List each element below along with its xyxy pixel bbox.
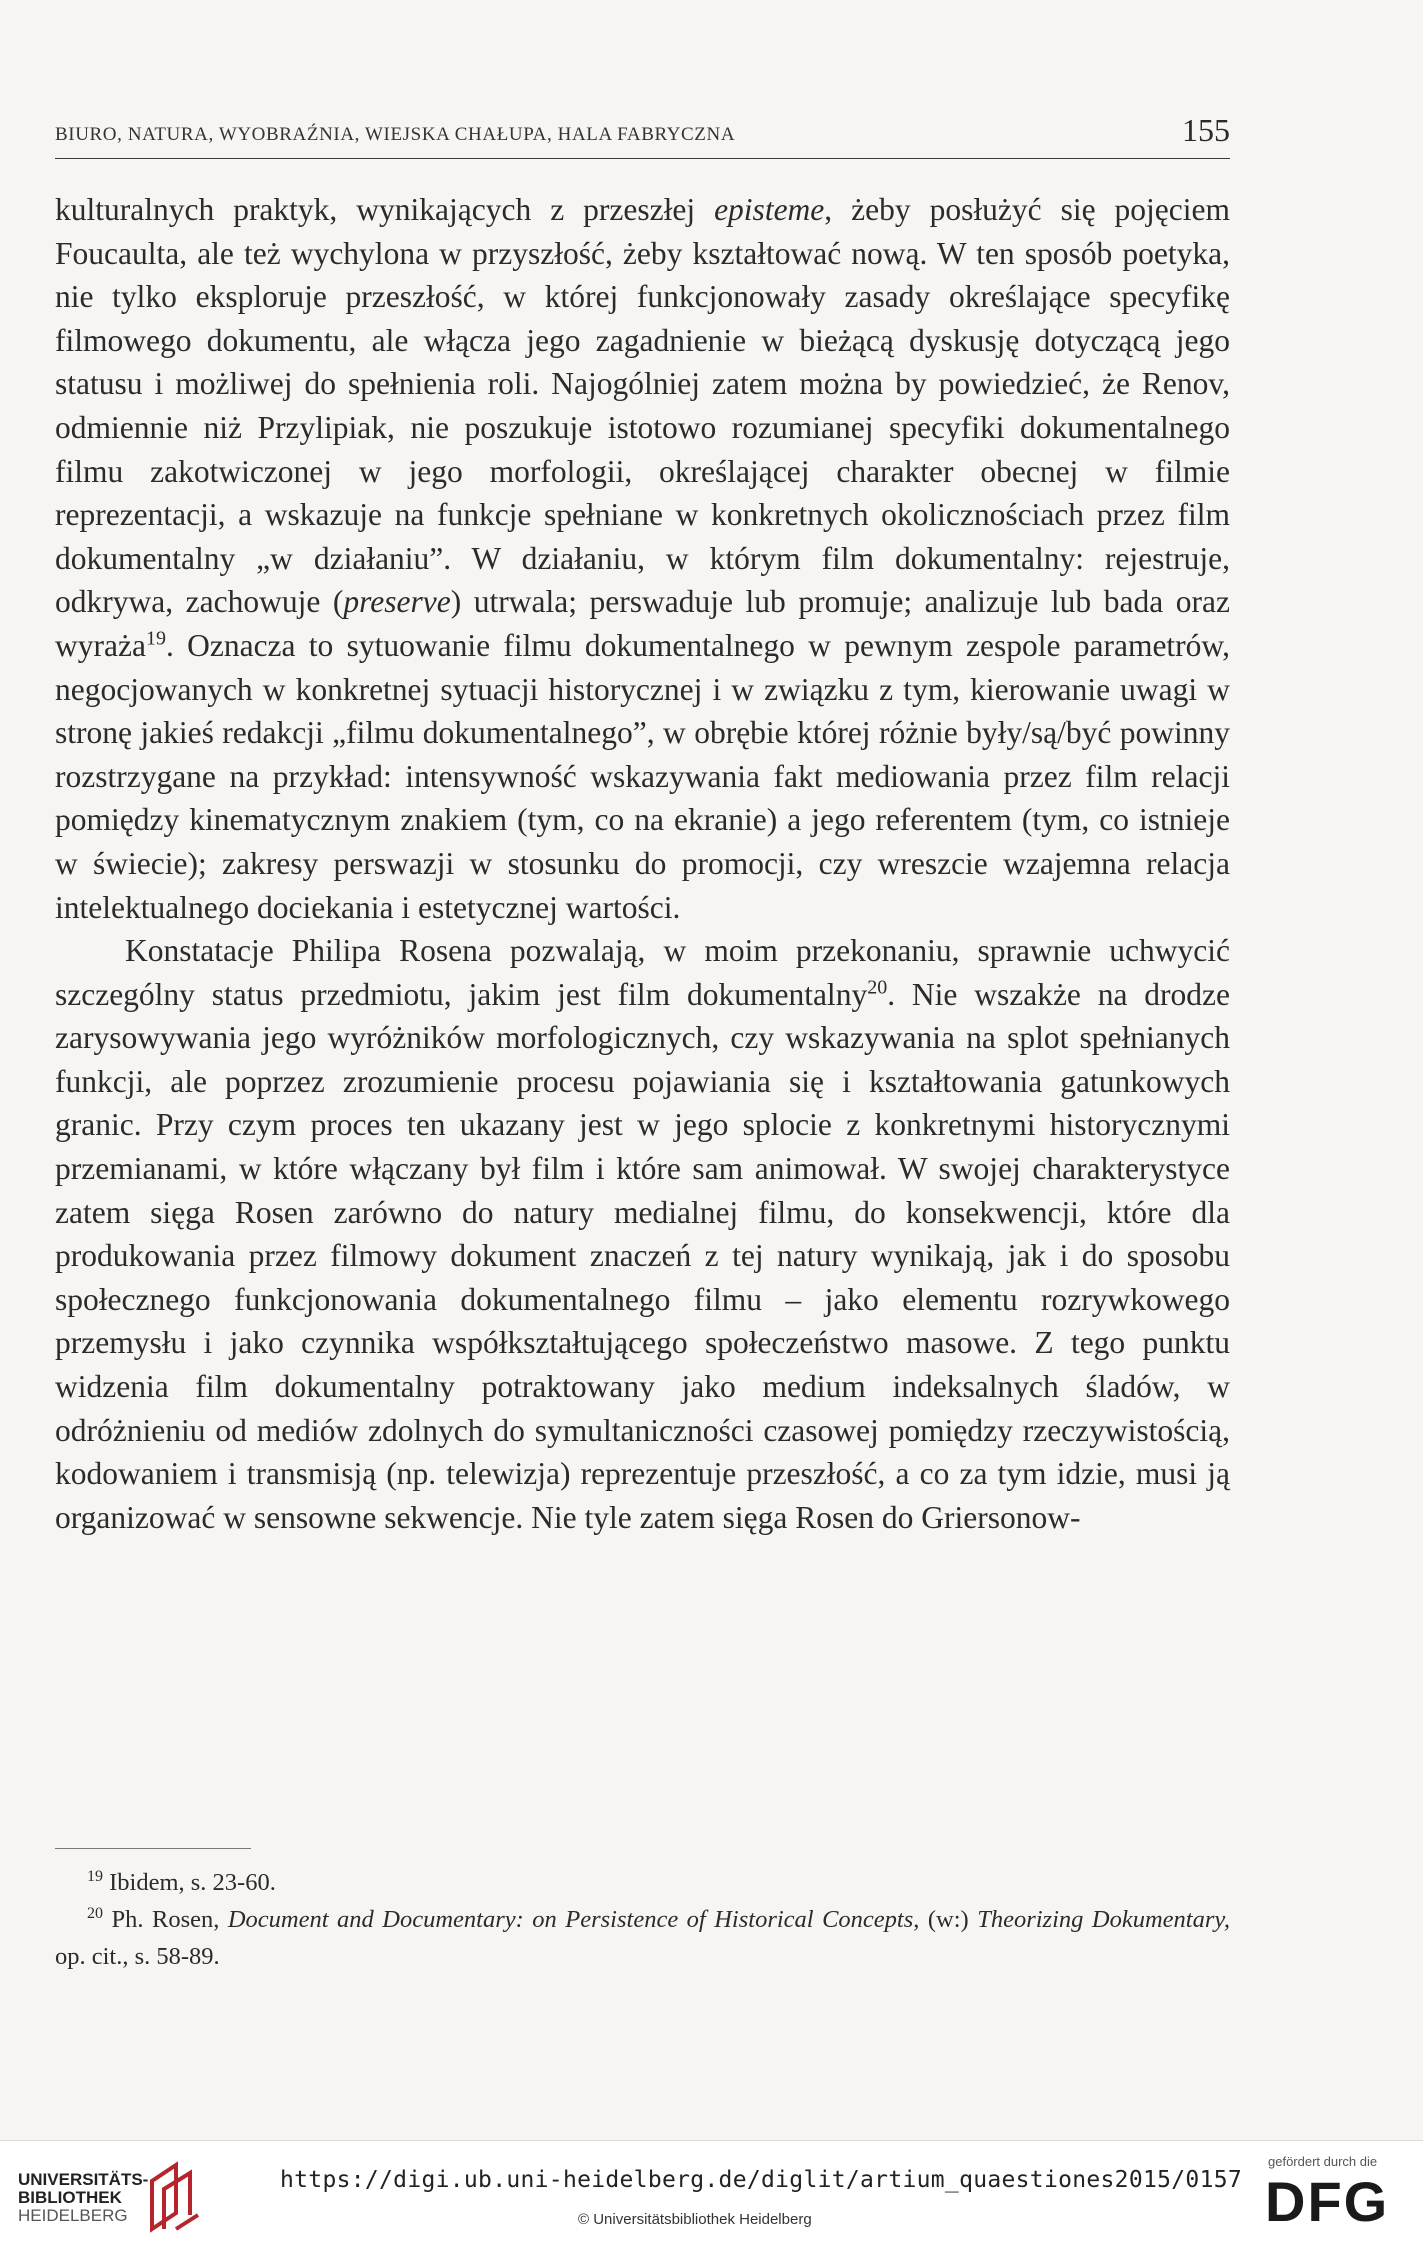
library-mark-icon xyxy=(146,2159,202,2233)
footnote-20-book: Theorizing Dokumentary, xyxy=(977,1906,1230,1933)
main-text xyxy=(55,188,1230,1539)
footnote-19-text: Ibidem, s. 23-60. xyxy=(109,1869,276,1896)
digitization-footer xyxy=(0,2140,1423,2242)
library-name-line-3: HEIDELBERG xyxy=(18,2206,128,2225)
footnote-20-number: 20 xyxy=(87,1904,103,1922)
paragraph-1 xyxy=(55,188,1230,929)
footnote-19 xyxy=(55,1864,1230,1901)
footnote-ref-20[interactable]: 20 xyxy=(867,976,888,999)
paragraph-1-text-b: , żeby posłużyć się pojęciem Foucaulta, ale też wychylona w przyszłość, żeby kształtować nową. W ten sposób poetyka, nie tylko eksploruje przeszłość, w której funkcjonowały zasady określające specyfikę filmowego dokumentu, ale włącza jego zagadnienie w bieżącą dyskusję dotyczącą jego statusu i możliwej do spełnienia roli. Najogólniej zatem można by powiedzieć, że Renov, odmiennie niż Przylipiak, nie poszukuje istotowo rozumianej specyfiki dokumentalnego filmu zakotwiczonej w jego morfologii, określającej charakter obecnej w filmie reprezentacji, a wskazuje na funkcje spełniane w konkretnych okolicznościach przez film dokumentalny „w działaniu”. W działaniu, w którym film dokumentalny: rejestruje, odkrywa, zachowuje ( xyxy=(55,192,1230,620)
footnote-20-text-c: op. cit., s. 58-89. xyxy=(55,1943,220,1970)
footnotes xyxy=(55,1864,1230,1975)
running-title: BIURO, NATURA, WYOBRAŹNIA, WIEJSKA CHAŁUPA, HALA FABRYCZNA xyxy=(55,124,736,145)
footnote-20 xyxy=(55,1901,1230,1975)
library-name-line-1: UNIVERSITÄTS- xyxy=(18,2170,149,2189)
funder-caption: gefördert durch die xyxy=(1268,2154,1378,2169)
footnote-20-text-b: , (w:) xyxy=(913,1906,978,1933)
library-name-line-2: BIBLIOTHEK xyxy=(18,2188,122,2207)
page-number: 155 xyxy=(1182,112,1230,148)
footnote-divider xyxy=(55,1848,251,1849)
paragraph-2-text-a: Konstatacje Philipa Rosena pozwalają, w moim przekonaniu, sprawnie uchwycić szczególny status przedmiotu, jakim jest film dokumentalny xyxy=(55,933,1230,1012)
paragraph-1-text-d: . Oznacza to sytuowanie filmu dokumentalnego w pewnym zespole parametrów, negocjowanych w konkretnej sytuacji historycznej i w związku z tym, kierowanie uwagi w stronę jakieś redakcji „filmu dokumentalnego”, w obrębie której różnie były/są/być powinny rozstrzygane na przykład: intensywność wskazywania fakt mediowania przez film relacji pomiędzy kinematycznym znakiem (tym, co na ekranie) a jego referentem (tym, co istnieje w świecie); zakresy perswazji w stosunku do promocji, czy wreszcie wzajemna relacja intelektualnego dociekania i estetycznej wartości. xyxy=(55,627,1230,925)
footnote-19-number: 19 xyxy=(87,1867,103,1885)
paragraph-2-text-b: . Nie wszakże na drodze zarysowywania jego wyróżników morfologicznych, czy wskazywania na splot spełnianych funkcji, ale poprzez zrozumienie procesu pojawiania się i kształtowania gatunkowych granic. Przy czym proces ten ukazany jest w jego splocie z konkretnymi historycznymi przemianami, w które włączany był film i które sam animował. W swojej charakterystyce zatem sięga Rosen zarówno do natury medialnej filmu, do konsekwencji, które dla produkowania przez filmowy dokument znaczeń z tej natury wynikają, jak i do sposobu społecznego funkcjonowania dokumentalnego filmu – jako elementu rozrywkowego przemysłu i jako czynnika współkształtującego społeczeństwo masowe. Z tego punktu widzenia film dokumentalny potraktowany jako medium indeksalnych śladów, w odróżnieniu od mediów zdolnych do symultaniczności czasowej pomiędzy rzeczywistością, kodowaniem i transmisją (np. telewizja) reprezentuje przeszłość, a co za tym idzie, musi ją organizować w sensowne sekwencje. Nie tyle zatem sięga Rosen do Griersonow- xyxy=(55,976,1230,1535)
paragraph-1-text-c: ) utrwala; perswaduje lub promuje; analizuje lub bada oraz wyraża xyxy=(55,584,1230,663)
paragraph-1-text-a: kulturalnych praktyk, wynikających z przeszłej xyxy=(55,192,715,227)
footnote-20-title: Document and Documentary: on Persistence of Historical Concepts xyxy=(227,1906,914,1933)
copyright-notice: © Universitätsbibliothek Heidelberg xyxy=(578,2211,812,2228)
paragraph-2 xyxy=(55,929,1230,1539)
dfg-logo[interactable]: DFG xyxy=(1265,2170,1390,2233)
running-header xyxy=(55,112,1230,159)
permalink-url[interactable]: https://digi.ub.uni-heidelberg.de/diglit/artium_quaestiones2015/0157 xyxy=(280,2167,1243,2193)
footnote-20-text-a: Ph. Rosen, xyxy=(111,1906,228,1933)
term-episteme: episteme xyxy=(714,192,825,227)
footnote-ref-19[interactable]: 19 xyxy=(145,627,166,650)
term-preserve: preserve xyxy=(343,584,451,620)
library-logo[interactable] xyxy=(18,2171,148,2225)
